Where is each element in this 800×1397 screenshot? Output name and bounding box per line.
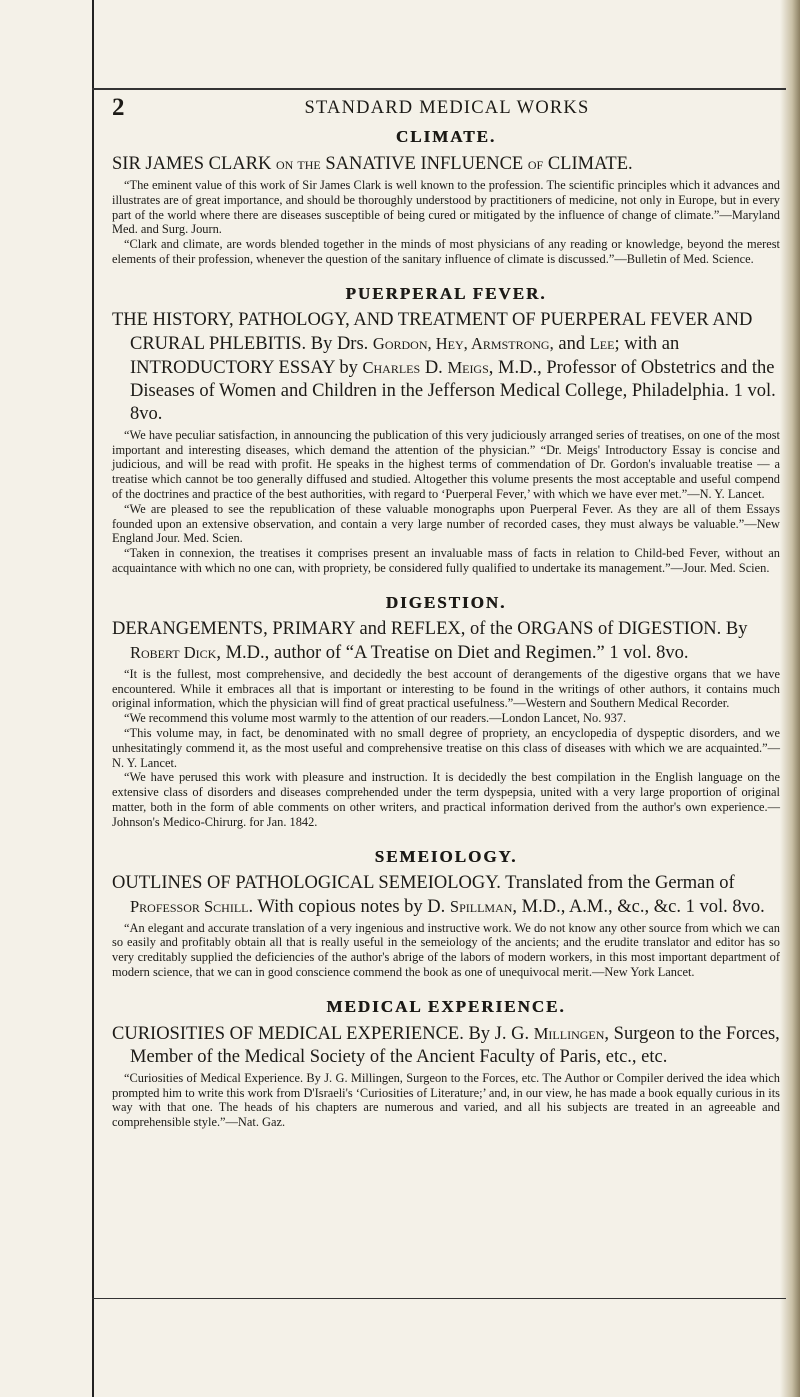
author-name: Charles [362, 357, 421, 377]
review-quote: “Curiosities of Medical Experience. By J. G. Millingen, Surgeon to the Forces, etc. The Author or Compiler derived the idea which prompted him to write this work from D'Israeli's ‘Curiosities of Literature;’ and, in our view, he has made a book equally curious in its way with that one. The heads of his chapters are numerous and varied, and all his subjects are treated in an agreeable and comprehensible style.”—Nat. Gaz. [112, 1070, 780, 1130]
title-text: on the [275, 154, 321, 173]
review-quote: “This volume may, in fact, be denominated with no small degree of propriety, an encyclopedia of dyspeptic disorders, and we unhesitatingly commend it, as the most useful and comprehensive treatise on this class of diseases with which we are acquainted.”—N. Y. Lancet. [112, 725, 780, 770]
review-quote: “We have peculiar satisfaction, in announcing the publication of this very judiciously arranged series of treatises, on one of the most important and interesting diseases, which demand the attention of the physician.” “Dr. Meigs' Introductory Essay is concise and judicious, and will be read with profit. He speaks in the highest terms of commendation of Dr. Gordon's invaluable treatise — a treatise which cannot be too generally diffused and studied. Altogether this volume presents the most acceptable and useful compend of the doctrines and practice of the best authorities, with regard to ‘Puerperal Fever,’ with which we have ever met.”—N. Y. Lancet. [112, 427, 780, 501]
title-text: CLIMATE. [543, 154, 633, 174]
title-text: DERANGEMENTS, PRIMARY and REFLEX, of the ORGANS of DIGESTION. By [112, 618, 748, 639]
title-text: D. [420, 357, 448, 378]
title-text: , M.D., Professor of Obstetrics and the Diseases of Women and Children in the Jefferson Medical College, Philadelphia. 1 vol. 8vo. [130, 357, 776, 424]
author-name: Spillman [449, 896, 513, 916]
page-number: 2 [112, 94, 125, 121]
running-head [112, 92, 782, 122]
review-quote: “We recommend this volume most warmly to the attention of our readers.—London Lancet, No. 937. [124, 711, 627, 726]
book-title-puerperal-fever [112, 309, 780, 426]
catalogue-content [112, 122, 780, 1130]
author-name: Meigs [447, 357, 489, 377]
review-quote: “We have perused this work with pleasure and instruction. It is decidedly the best compilation in the English language on the extensive class of disorders and diseases comprehended under the term dyspepsia, united with a very large proportion of original matter, both in the form of able comments on other writers, and practical information derived from the author's own experience.—Johnson's Medico-Chirurg. for Jan. 1842. [112, 770, 780, 829]
title-text: and [553, 333, 590, 354]
header-rule [92, 88, 786, 90]
author-name: Professor Schill [130, 896, 249, 916]
review-quote: “Taken in connexion, the treatises it comprises present an invaluable mass of facts in relation to Child-bed Fever, without an acquaintance with which no one can, with propriety, be considered fully qualified to undertake its management.”—Jour. Med. Scien. [112, 546, 780, 575]
author-name: Millingen [533, 1023, 605, 1043]
section-heading-digestion: DIGESTION. [385, 592, 507, 612]
left-border-line [92, 0, 94, 1397]
section-heading-semeiology: SEMEIOLOGY. [374, 846, 518, 866]
title-text: of [527, 154, 544, 173]
title-text: CURIOSITIES OF MEDICAL EXPERIENCE. By J. G. [112, 1023, 534, 1044]
section-heading-climate: CLIMATE. [395, 127, 497, 146]
title-text: ; with an INTRODUCTORY ESSAY by [130, 333, 680, 378]
author-name: Gordon, Hey, Armstrong, [372, 333, 554, 353]
title-text: . With copious notes by D. [248, 896, 450, 917]
book-title-digestion [112, 618, 780, 665]
book-title-semeiology [112, 872, 780, 919]
review-quote: “We are pleased to see the republication of these valuable monographs upon Puerperal Fever. As they are all of them Essays founded upon an extensive observation, and contain a very large number of recorded cases, they must always be valuable.”—New England Jour. Med. Scien. [112, 501, 780, 546]
title-text: , M.D., A.M., &c., &c. 1 vol. 8vo. [512, 896, 765, 917]
book-title-climate [112, 152, 780, 176]
title-text: , Surgeon to the Forces, Member of the Medical Society of the Ancient Faculty of Paris, etc., etc. [130, 1023, 780, 1067]
title-text: SIR JAMES CLARK [112, 154, 276, 174]
book-title-medical-experience [112, 1022, 780, 1069]
title-text: , M.D., author of “A Treatise on Diet and Regimen.” 1 vol. 8vo. [216, 642, 689, 663]
review-quote: “The eminent value of this work of Sir James Clark is well known to the profession. The scientific principles which it advances and illustrates are of great importance, and should be thoroughly understood by practitioners of medicine, not only in Europe, but in every part of the world where there are diseases susceptible of being cured or mitigated by the influence of change of climate.”—Maryland Med. and Surg. Journ. [112, 178, 780, 237]
title-text: OUTLINES OF PATHOLOGICAL SEMEIOLOGY. Translated from the German of [112, 872, 735, 893]
section-heading-medical-experience: MEDICAL EXPERIENCE. [326, 996, 566, 1016]
section-heading-puerperal-fever: PUERPERAL FEVER. [345, 283, 547, 303]
author-name: Lee [589, 333, 615, 353]
author-name: Robert Dick [130, 642, 217, 662]
title-text: SANATIVE INFLUENCE [320, 154, 528, 174]
running-head-title: STANDARD MEDICAL WORKS [304, 98, 590, 118]
title-text: THE HISTORY, PATHOLOGY, AND TREATMENT OF PUERPERAL FEVER AND CRURAL PHLEBITIS. By Drs. [112, 309, 753, 354]
footer-rule [92, 1298, 786, 1299]
page-edge-shadow [780, 0, 800, 1397]
review-quote: “Clark and climate, are words blended together in the minds of most physicians of any reading or knowledge, beyond the merest elements of their profession, whenever the question of the sanitary influence of climate is discussed.”—Bulletin of Med. Science. [112, 237, 780, 266]
review-quote: “An elegant and accurate translation of a very ingenious and instructive work. We do not know any other source from which we can so easily and profitably obtain all that is really useful in the semeiology of the ancients; and the erudite translator and editor has so very creditably supplied the deficiencies of the author's abrige of the labors of modern workers, in this most important department of modern science, that we can in good conscience commend the book as one of unequivocal merit.—New York Lancet. [112, 920, 780, 979]
review-quote: “It is the fullest, most comprehensive, and decidedly the best account of derangements of the digestive organs that we have encountered. While it embraces all that is important or interesting to be found in the writings of other authors, it contains much original information, which the physician will find of great practical usefulness.”—Western and Southern Medical Recorder. [112, 666, 780, 711]
